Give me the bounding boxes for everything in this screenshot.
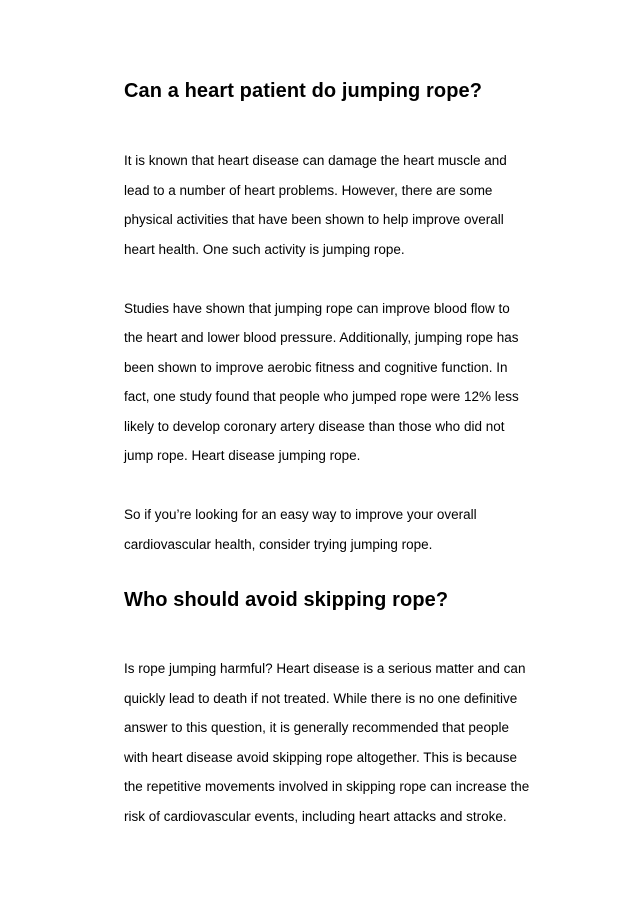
paragraph-gap	[124, 471, 574, 501]
text-line: Is rope jumping harmful? Heart disease is a serious matter and can	[124, 661, 526, 676]
text-line: Studies have shown that jumping rope can improve blood flow to	[124, 300, 510, 316]
paragraph	[124, 654, 574, 831]
text-line: likely to develop coronary artery disease than those who did not	[124, 418, 505, 434]
text-line: been shown to improve aerobic fitness and cognitive function. In	[124, 359, 508, 375]
text-line: lead to a number of heart problems. However, there are some	[124, 182, 493, 198]
text-line: It is known that heart disease can damage the heart muscle and	[124, 153, 507, 168]
text-line: answer to this question, it is generally recommended that people	[124, 720, 509, 735]
section-heading: Who should avoid skipping rope?	[124, 589, 449, 611]
text-line: the heart and lower blood pressure. Additionally, jumping rope has	[124, 330, 519, 345]
text-line: the repetitive movements involved in skipping rope can increase the	[124, 779, 530, 794]
text-line: jump rope. Heart disease jumping rope.	[124, 448, 361, 463]
text-line: physical activities that have been shown to help improve overall	[124, 212, 504, 227]
document-content	[124, 78, 574, 831]
section-gap	[124, 559, 574, 587]
text-line: risk of cardiovascular events, including heart attacks and stroke.	[124, 808, 507, 824]
text-line: quickly lead to death if not treated. While there is no one definitive	[124, 690, 518, 706]
section-heading: Can a heart patient do jumping rope?	[124, 80, 483, 102]
text-line: fact, one study found that people who jumped rope were 12% less	[124, 389, 519, 404]
paragraph	[124, 500, 574, 559]
text-line: cardiovascular health, consider trying jumping rope.	[124, 536, 433, 552]
text-line: with heart disease avoid skipping rope altogether. This is because	[124, 749, 517, 765]
paragraph	[124, 146, 574, 264]
text-line: So if you’re looking for an easy way to improve your overall	[124, 507, 477, 522]
paragraph-gap	[124, 264, 574, 294]
text-line: heart health. One such activity is jumping rope.	[124, 241, 405, 257]
paragraph	[124, 294, 574, 471]
